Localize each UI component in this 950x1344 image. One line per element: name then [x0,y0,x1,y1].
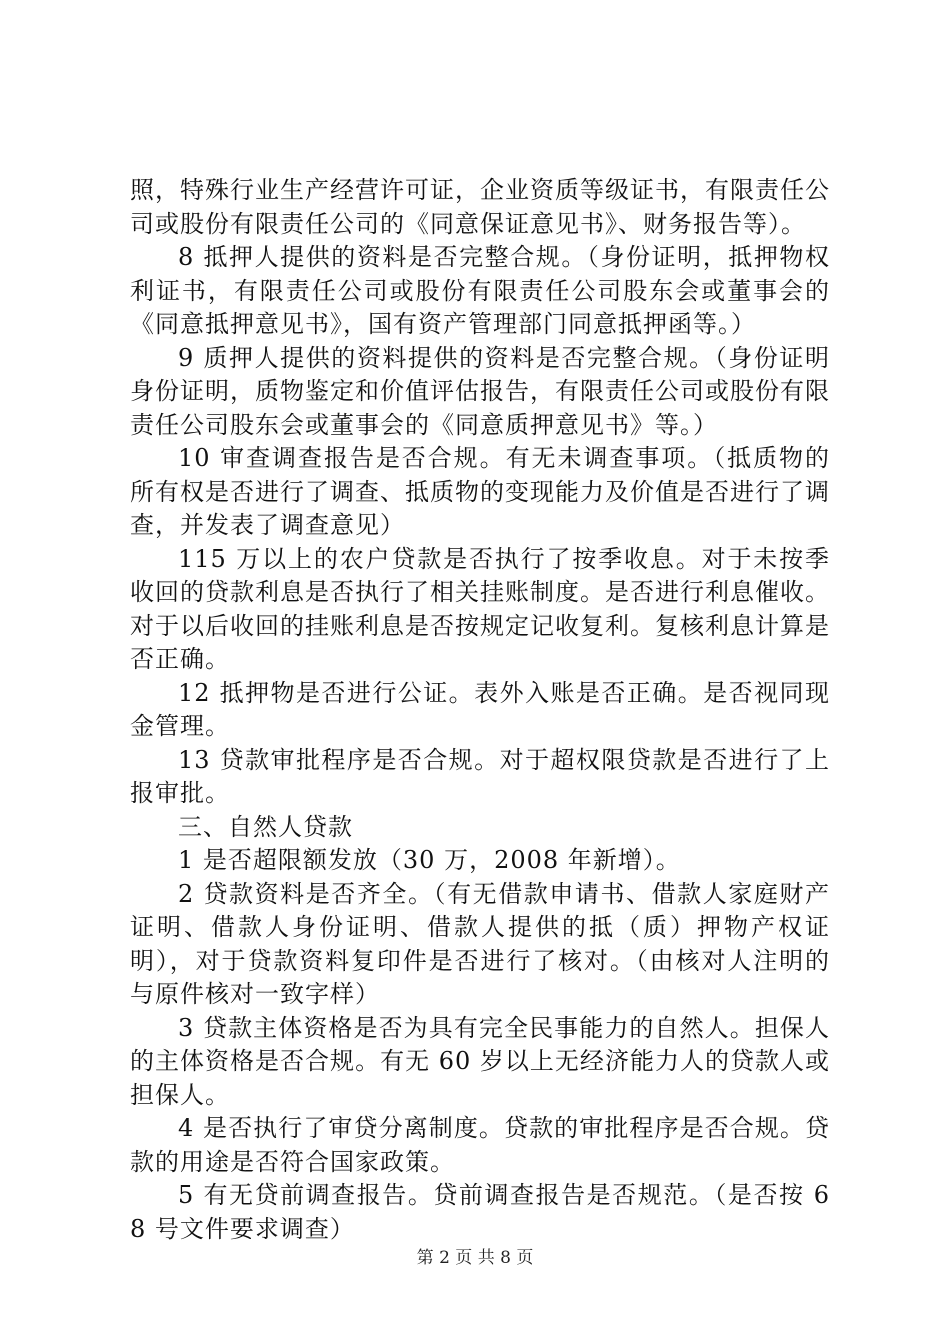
paragraph-item-13: 13 贷款审批程序是否合规。对于超权限贷款是否进行了上报审批。 [130,745,830,807]
paragraph-item-3: 3 贷款主体资格是否为具有完全民事能力的自然人。担保人的主体资格是否合规。有无 60 岁以上无经济能力人的贷款人或担保人。 [130,1013,830,1109]
paragraph-item-2: 2 贷款资料是否齐全。（有无借款申请书、借款人家庭财产证明、借款人身份证明、借款人提供的抵（质）押物产权证明），对于贷款资料复印件是否进行了核对。（由核对人注明的与原件核对一致字样） [130,879,830,1008]
paragraph-item-8: 8 抵押人提供的资料是否完整合规。（身份证明，抵押物权利证书，有限责任公司或股份有限责任公司股东会或董事会的《同意抵押意见书》，国有资产管理部门同意抵押函等。） [130,243,830,338]
paragraph-item-1: 1 是否超限额发放（30 万，2008 年新增）。 [178,846,681,874]
paragraph-continuation: 照，特殊行业生产经营许可证，企业资质等级证书，有限责任公司或股份有限责任公司的《同意保证意见书》、财务报告等）。 [130,176,830,238]
document-body [130,174,830,1246]
paragraph-item-12: 12 抵押物是否进行公证。表外入账是否正确。是否视同现金管理。 [130,678,830,740]
page-footer: 第 2 页 共 8 页 [416,1248,534,1268]
paragraph-item-4: 4 是否执行了审贷分离制度。贷款的审批程序是否合规。贷款的用途是否符合国家政策。 [130,1114,830,1176]
paragraph-item-11: 115 万以上的农户贷款是否执行了按季收息。对于未按季收回的贷款利息是否执行了相关挂账制度。是否进行利息催收。对于以后收回的挂账利息是否按规定记收复利。复核利息计算是否正确。 [130,544,830,673]
paragraph-item-9: 9 质押人提供的资料提供的资料是否完整合规。（身份证明身份证明，质物鉴定和价值评估报告，有限责任公司或股份有限责任公司股东会或董事会的《同意质押意见书》等。） [130,343,830,439]
paragraph-item-10: 10 审查调查报告是否合规。有无未调查事项。（抵质物的所有权是否进行了调查、抵质物的变现能力及价值是否进行了调查，并发表了调查意见） [130,444,830,539]
paragraph-item-5: 5 有无贷前调查报告。贷前调查报告是否规范。（是否按 68 号文件要求调查） [130,1181,830,1243]
section-heading-natural-person-loans: 三、自然人贷款 [178,812,353,841]
